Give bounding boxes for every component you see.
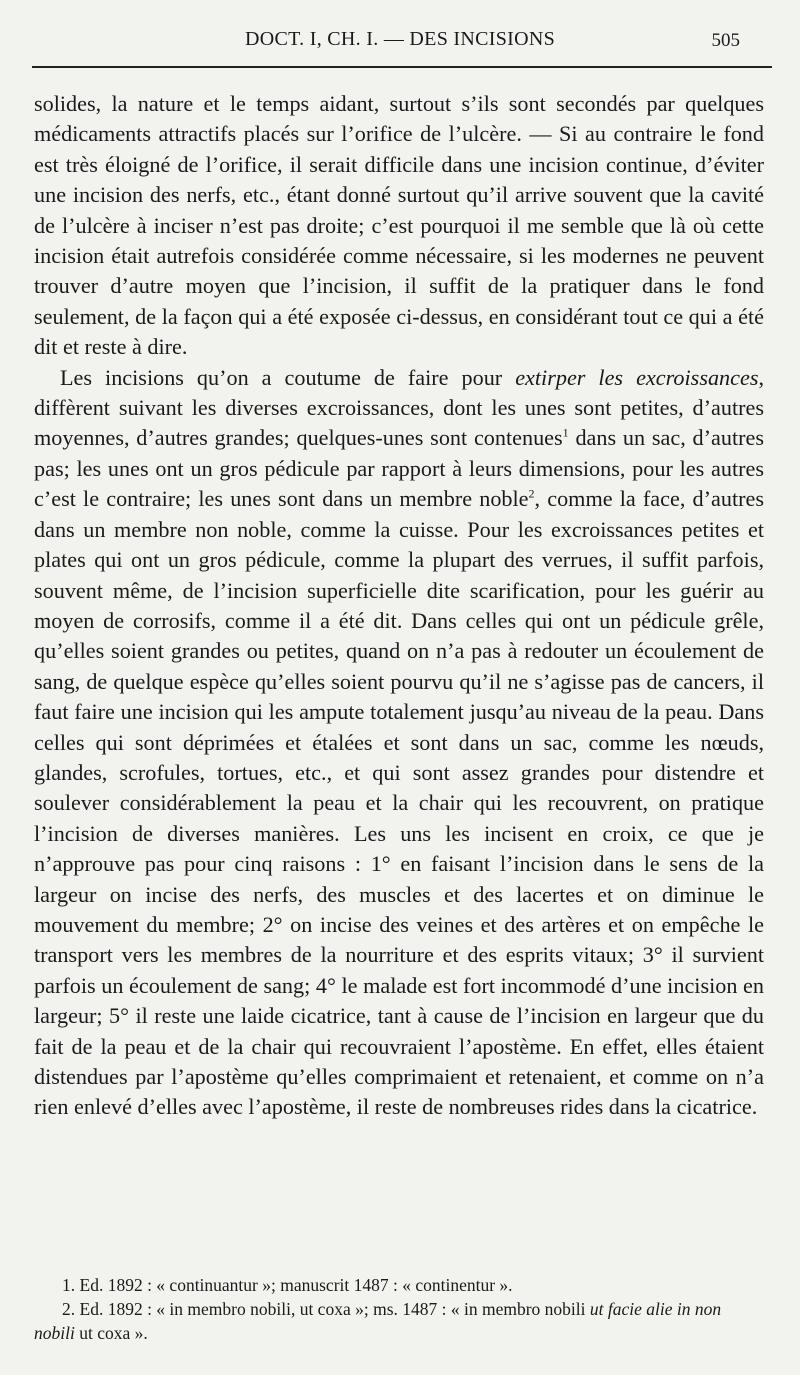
footnote-2-italic-a: ut (589, 1299, 604, 1319)
footnote-1: 1. Ed. 1892 : « continuantur »; manuscrit 1487 : « continentur ». (62, 1275, 513, 1295)
paragraph-2-italic: extirper les excroissances (515, 364, 759, 390)
paragraph-1: solides, la nature et le temps aidant, surtout s’ils sont secondés par quelques médicaments attractifs placés sur l’orifice de l’ulcère. — Si au contraire le fond est très éloigné de l’orifice, il serait difficile dans une incision continue, d’éviter une incision des nerfs, etc., étant donné surtout qu’il arrive souvent que la cavité de l’ulcère à inciser n’est pas droite; c’est pourquoi il me semble que là où cette incision était autrefois considérée comme nécessaire, si les modernes ne peuvent trouver d’autre moyen que l’incision, il suffit de la pratiquer dans le fond seulement, de la façon qui a été exposée ci-dessus, en considérant tout ce qui a été dit et reste à dire. (34, 91, 764, 360)
paragraph-2-part-c: dans un sac, d’autres pas; les unes ont un gros pédicule par rapport à leurs dimensions, pour les autres c’est le contraire; les unes sont dans un membre noble (34, 425, 764, 512)
paragraph-2-part-d: , comme la face, d’autres dans un membre non noble, comme la cuisse. Pour les excroissances petites et plates qui ont un gros pédicule, comme la plupart des verrues, il suffit parfois, souvent même, de l’incision superficielle dite scarification, pour les guérir au moyen de corrosifs, comme il a été dit. Dans celles qui ont un pédicule grêle, qu’elles soient grandes ou petites, quand on n’a pas à redouter un écoulement de sang, de quelque espèce qu’elles soient pourvu qu’il ne s’agisse pas de cancers, il faut faire une incision qui les ampute totalement jusqu’au niveau de la peau. Dans celles qui sont déprimées et étalées et sont dans un sac, comme les nœuds, glandes, scrofules, tortues, etc., et qui sont assez grandes pour distendre et soulever considérablement la peau et la chair qui les recouvrent, on pratique l’incision de diverses manières. Les uns les incisent en croix, ce que je n’approuve pas pour cinq raisons : 1° en faisant l’incision dans le sens de la largeur on incise des nerfs, des muscles et des lacertes et on diminue le mouvement du membre; 2° on incise des veines et des artères et on empêche le transport vers les membres de la nourriture et des esprits vitaux; 3° il survient parfois un écoulement de sang; 4° le malade est fort incommodé d’une incision en largeur; 5° il reste une laide cicatrice, tant à cause de l’incision en largeur que du fait de la peau et de la chair qui recouvraient l’apostème. En effet, elles étaient distendues par l’apostème qu’elles comprimaient et retenaient, et comme on n’a rien enlevé d’elles avec l’apostème, il reste de nombreuses rides dans la cicatrice. (34, 486, 764, 1120)
running-head-title: DOCT. I, CH. I. — DES INCISIONS (244, 28, 556, 50)
paragraph-2-part-b: , diffèrent suivant les diverses excroissances, dont les unes sont petites, d’autres moyennes, d’autres grandes; quelques-unes sont contenues (34, 364, 765, 451)
footnotes (34, 1273, 764, 1345)
footnote-ref-2: 2 (528, 486, 535, 501)
footnote-2-italic-b: facie alie in non nobili (34, 1299, 722, 1343)
body-text (34, 89, 764, 1123)
header-rule (32, 66, 772, 68)
footnote-ref-1: 1 (562, 426, 569, 441)
footnote-2-part-b: ut coxa ». (74, 1323, 148, 1343)
paragraph-2-part-a: Les incisions qu’on a coutume de faire pour (60, 364, 516, 390)
footnote-2-part-a: 2. Ed. 1892 : « in membro nobili, ut coxa »; ms. 1487 : « in membro nobili (62, 1299, 590, 1319)
page-number: 505 (711, 30, 740, 51)
footnote-2 (34, 1297, 764, 1345)
running-head (0, 28, 800, 54)
paragraph-2 (34, 363, 764, 1123)
